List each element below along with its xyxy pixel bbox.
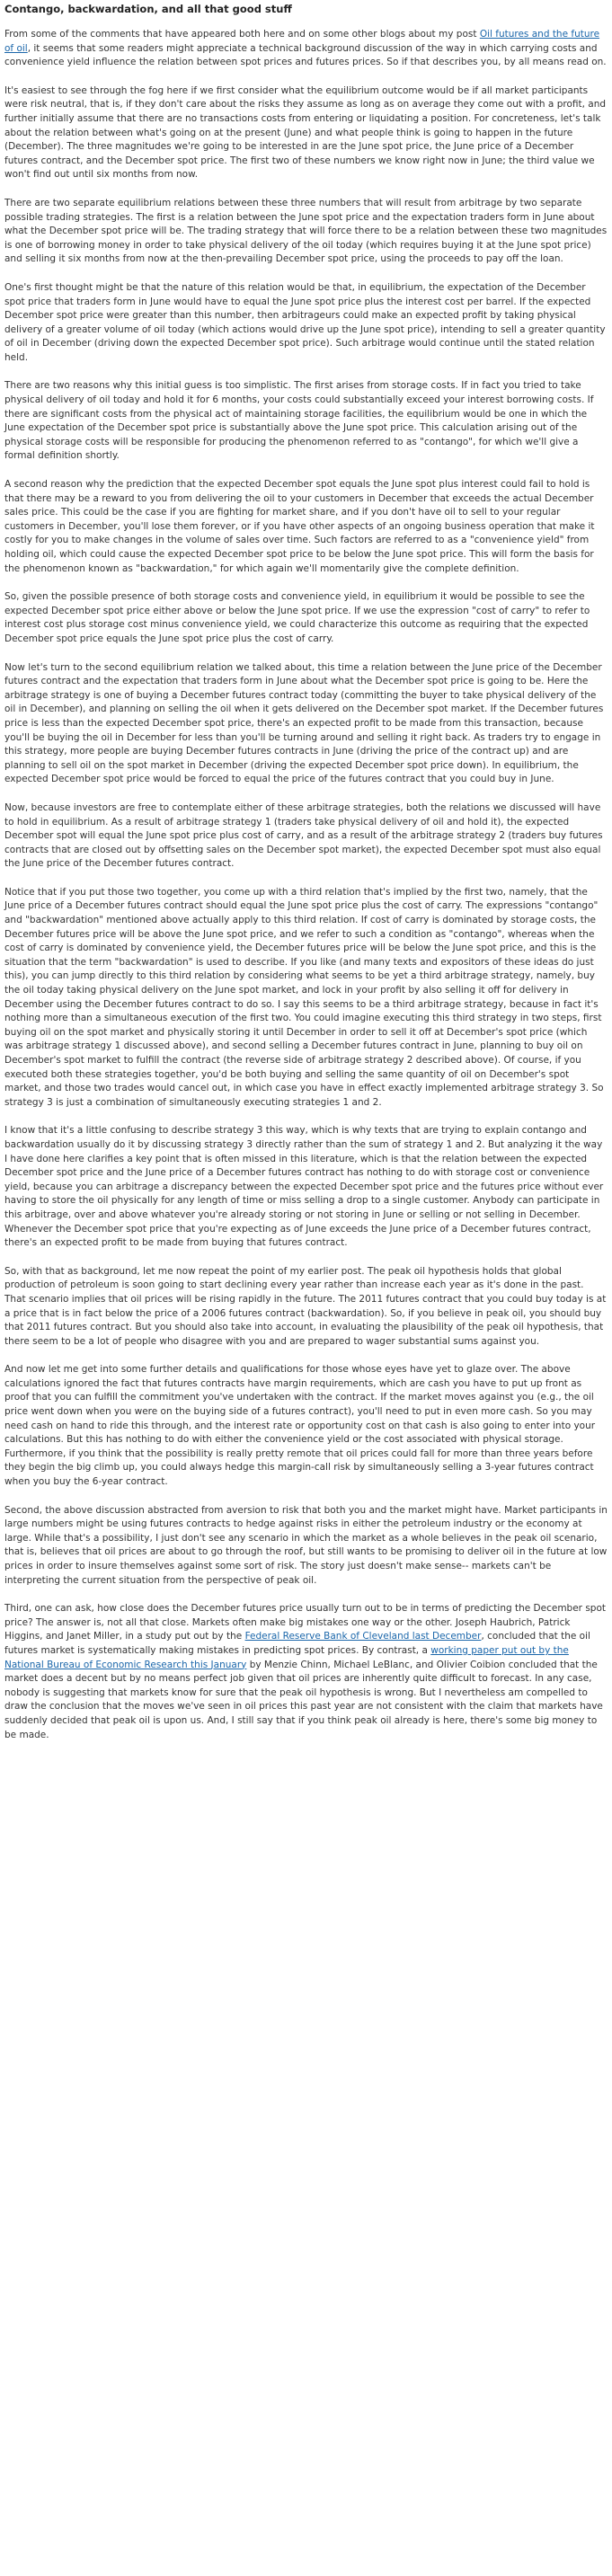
paragraph-text: Now, because investors are free to contemplate either of these arbitrage strategies, both the relations we discussed will have to hold in equilibrium. As a result of arbitrage strategy 1 (traders take physical delivery of oil and hold it), the expected December spot will equal the June spot price plus cost of carry, and as a result of the arbitrage strategy 2 (traders buy futures contracts that are closed out by offsetting sales on the December spot market), the expected December spot must also equal the June price of the December futures contract. — [4, 801, 603, 870]
post-paragraph — [4, 28, 608, 70]
post-paragraph — [4, 478, 608, 576]
inline-link[interactable]: Oil futures and the future of oil — [4, 29, 600, 54]
paragraph-text: One's first thought might be that the nature of this relation would be that, in equilibrium, the expectation of the December spot price that traders form in June would have to equal the June spot price plus the interest cost per barrel. If the expected December spot price were greater than this number, then arbitrageurs could make an expected profit by taking physical delivery of a greater volume of oil today (which actions would drive up the June spot price), intending to sell a greater quantity of oil in December (driving down the expected December spot price). Such arbitrage would continue until the stated relation held. — [4, 281, 606, 363]
post-paragraph — [4, 84, 608, 182]
paragraph-text: So, with that as background, let me now repeat the point of my earlier post. The peak oil hypothesis holds that global production of petroleum is soon going to start declining every year rather than increase each year as it's done in the past. That scenario implies that oil prices will be rising rapidly in the future. The 2011 futures contract that you could buy today is at a price that is in fact below the price of a 2006 futures contract (backwardation). So, if you believe in peak oil, you should buy that 2011 futures contract. But you should also take into account, in evaluating the plausibility of the peak oil hypothesis, that there seem to be a lot of people who disagree with you and are prepared to wager substantial sums against you. — [4, 1265, 607, 1347]
inline-link[interactable]: working paper put out by the National Bureau of Economic Research this January — [4, 1644, 569, 1670]
paragraph-text: A second reason why the prediction that the expected December spot equals the June spot plus interest could fail to hold is that there may be a reward to you from delivering the oil to your customers in December that exceeds the actual December sales price. This could be the case if you are fighting for market share, and if you don't have oil to sell to your regular customers in December, you'll lose them forever, or if you have other aspects of an ongoing business operation that make it costly for you to make changes in the volume of sales over time. Such factors are referred to as a "convenience yield" from holding oil, which could cause the expected December spot price to be below the June spot price. This will form the basis for the phenomenon known as "backwardation," for which again we'll momentarily give the complete definition. — [4, 479, 595, 574]
paragraph-text: There are two separate equilibrium relations between these three numbers that will result from arbitrage by two separate possible trading strategies. The first is a relation between the June spot price and the expectation traders form in June about what the December spot price will be. The trading strategy that will force there to be a relation between these two magnitudes is one of borrowing money in order to take physical delivery of the oil today (which requires buying it at the June spot price) and selling it six months from now at the then-prevailing December spot price, using the proceeds to pay off the loan. — [4, 197, 608, 265]
post-paragraph — [4, 1363, 608, 1489]
paragraph-text: I know that it's a little confusing to describe strategy 3 this way, which is why texts that are trying to explain contango and backwardation usually do it by discussing strategy 3 directly rather than the sum of strategy 1 and 2. But analyzing it the way I have done here clarifies a key point that is often missed in this literature, which is that the relation between the expected December spot price and the June price of a December futures contract has nothing to do with storage cost or convenience yield, because you can arbitrage a discrepancy between the expected December spot price and the futures price without ever having to store the oil physically for any length of time or miss selling a drop to a single customer. Anybody can participate in this arbitrage, over and above whatever you're already storing or not storing in June or selling or not selling in December. Whenever the December spot price that you're expecting as of June exceeds the June price of a December futures contract, there's an expected profit to be made from buying that futures contract. — [4, 1125, 604, 1249]
post-paragraph — [4, 197, 608, 267]
post-paragraph — [4, 379, 608, 464]
post-paragraph — [4, 1124, 608, 1250]
post-paragraph — [4, 1265, 608, 1350]
paragraph-text: So, given the possible presence of both storage costs and convenience yield, in equilibrium it would be possible to see the expected December spot price either above or below the June spot price. If we use the expression "cost of carry" to refer to interest cost plus storage cost minus convenience yield, we could characterize this outcome as requiring that the expected December spot price equals the June spot price plus the cost of carry. — [4, 591, 590, 644]
post-paragraph — [4, 1602, 608, 1742]
post-paragraph — [4, 801, 608, 872]
paragraph-text: There are two reasons why this initial guess is too simplistic. The first arises from storage costs. If in fact you tried to take physical delivery of oil today and hold it for 6 months, your costs could substantially exceed your interest borrowing costs. If there are significant costs from the physical act of maintaining storage facilities, the equilibrium would be one in which the June expectation of the December spot price is substantially above the June spot price. This calculation arising out of the physical storage costs will be responsible for producing the phenomenon referred to as "contango", for which we'll give a formal definition shortly. — [4, 380, 594, 462]
paragraph-text: by Menzie Chinn, Michael LeBlanc, and Olivier Coibion concluded that the market does a decent but by no means perfect job given that oil prices are inherently quite difficult to forecast. In any case, nobody is suggesting that markets know for sure that the peak oil hypothesis is wrong. But I nevertheless am compelled to draw the conclusion that the moves we've seen in oil prices this past year are not consistent with the claim that markets have suddenly decided that peak oil is upon us. And, I still say that if you think peak oil already is here, there's some big money to be made. — [4, 1659, 603, 1740]
paragraph-text: And now let me get into some further details and qualifications for those whose eyes have yet to glaze over. The above calculations ignored the fact that futures contracts have margin requirements, which are cash you have to put up front as proof that you can fulfill the commitment you've undertaken with the contract. If the market moves against you (e.g., the oil price went down when you were on the buying side of a futures contract), you'll need to put in even more cash. So you may need cash on hand to ride this through, and the interest rate or opportunity cost on that cash is also going to enter into your calculations. But this has nothing to do with either the convenience yield or the cost associated with physical storage. Furthermore, if you think that the possibility is really pretty remote that oil prices could fall for more than three years before they begin the big climb up, you could always hedge this margin-call risk by simultaneously selling a 3-year futures contract when you buy the 6-year contract. — [4, 1364, 596, 1488]
paragraph-text: , it seems that some readers might appreciate a technical background discussion of the way in which carrying costs and convenience yield influence the relation between spot prices and futures prices. So if that describes you, by all means read on. — [4, 42, 607, 68]
paragraph-text: Second, the above discussion abstracted from aversion to risk that both you and the market might have. Market participants in large numbers might be using futures contracts to hedge against risks in either the petroleum industry or the economy at large. While that's a possibility, I just don't see any scenario in which the market as a whole believes in the peak oil scenario, that is, believes that oil prices are about to go through the roof, but still wants to be promising to deliver oil in the future at low prices in order to insure themselves against some sort of risk. The story just doesn't make sense-- markets can't be interpreting the current situation from the perspective of peak oil. — [4, 1504, 608, 1586]
post-paragraph — [4, 1504, 608, 1589]
post-paragraph — [4, 281, 608, 366]
paragraph-text: Notice that if you put those two together, you come up with a third relation that's implied by the first two, namely, that the June price of a December futures contract should equal the June spot price plus the cost of carry. The expressions "contango" and "backwardation" mentioned above actually apply to this third relation. If cost of carry is dominated by storage costs, the December futures price will be above the June spot price, and we refer to such a condition as "contango", whereas when the cost of carry is dominated by convenience yield, the December futures price will be below the June spot price, and this is the situation that the term "backwardation" is used to describe. If you like (and many texts and expositors of these ideas do just this), you can jump directly to this third relation by considering what seems to be yet a third arbitrage strategy, namely, buy the oil today taking physical delivery on the June spot market, and lock in your profit by also selling it off for delivery in December using the December futures contract to do so. I say this seems to be a third arbitrage strategy, because in fact it's nothing more than a simultaneous execution of the first two. You could imagine executing this third strategy in two steps, first buying oil on the spot market and physically storing it until December in order to sell it off at December's spot price (which was arbitrage strategy 1 discussed above), and second selling a December futures contract in June, planning to buy oil on December's spot market to fulfill the contract (the reverse side of arbitrage strategy 2 described above). Of course, if you executed both these strategies together, you'd be both buying and selling the same quantity of oil on December's spot market, and those two trades would cancel out, in which case you have in effect exactly implemented arbitrage strategy 3. So strategy 3 is just a combination of simultaneously executing strategies 1 and 2. — [4, 886, 604, 1108]
post-paragraph — [4, 590, 608, 646]
paragraph-text: Now let's turn to the second equilibrium relation we talked about, this time a relation between the June price of the December futures contract and the expectation that traders form in June about what the December spot price is going to be. Here the arbitrage strategy is one of buying a December futures contract today (committing the buyer to take physical delivery of the oil in December), and planning on selling the oil when it gets delivered on the December spot market. If the December futures price is less than the expected December spot price, there's an expected profit to be made from this transaction, because you'll be buying the oil in December for less than you'll be turning around and selling it right back. As traders try to engage in this strategy, more people are buying December futures contracts in June (driving the price of the contract up) and are planning to sell oil on the spot market in December (driving the expected December spot price down). In equilibrium, the expected December spot price would be forced to equal the price of the futures contract that you could buy in June. — [4, 661, 604, 785]
post-paragraph — [4, 886, 608, 1111]
paragraph-text: It's easiest to see through the fog here if we first consider what the equilibrium outcome would be if all market participants were risk neutral, that is, if they don't care about the risks they assume as long as on average they come out with a profit, and further initially assume that there are no transactions costs from entering or liquidating a position. For concreteness, let's talk about the relation between what's going on at the present (June) and what people think is going to happen in the future (December). The three magnitudes we're going to be interested in are the June spot price, the June price of a December futures contract, and the December spot price. The first two of these numbers we know right now in June; the third value we won't find out until six months from now. — [4, 84, 607, 181]
paragraph-text: From some of the comments that have appeared both here and on some other blogs about my post — [4, 29, 480, 40]
post-paragraph — [4, 661, 608, 787]
paragraph-text: , concluded that the oil futures market is systematically making mistakes in predicting spot prices. By contrast, a — [4, 1631, 590, 1656]
post-body — [4, 28, 608, 1742]
paragraph-text: Third, one can ask, how close does the December futures price usually turn out to be in terms of predicting the December spot price? The answer is, not all that close. Markets often make big mistakes one way or the other. Joseph Haubrich, Patrick Higgins, and Janet Miller, in a study put out by the — [4, 1603, 607, 1642]
inline-link[interactable]: Federal Reserve Bank of Cleveland last December — [244, 1631, 482, 1642]
post-title: Contango, backwardation, and all that good stuff — [4, 3, 292, 15]
